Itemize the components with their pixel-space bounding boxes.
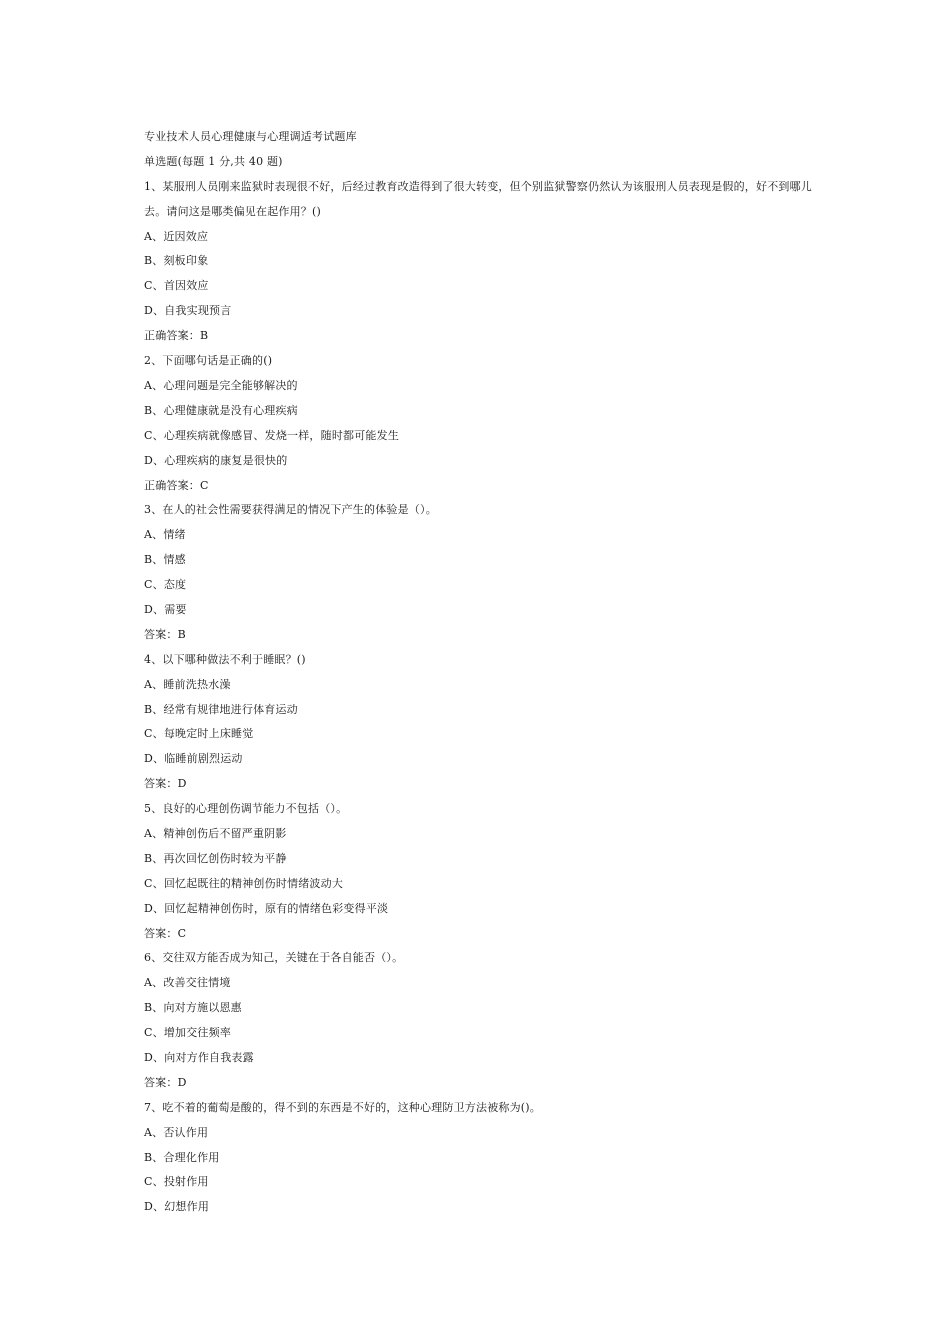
question-1	[144, 175, 824, 349]
question-stem: 4、以下哪种做法不利于睡眠？()	[144, 652, 306, 666]
question-stem: 7、吃不着的葡萄是酸的，得不到的东西是不好的，这种心理防卫方法被称为()。	[144, 1100, 541, 1114]
question-stem: 6、交往双方能否成为知己，关键在于各自能否（）。	[144, 951, 404, 965]
answer: 答案：C	[144, 926, 187, 940]
question-stem: 3、在人的社会性需要获得满足的情况下产生的体验是（）。	[144, 503, 437, 517]
question-6	[144, 946, 824, 1095]
option-b: B、心理健康就是没有心理疾病	[144, 403, 298, 417]
question-stem: 2、下面哪句话是正确的()	[144, 354, 273, 368]
option-c: C、每晚定时上床睡觉	[144, 727, 254, 741]
answer: 正确答案：C	[144, 478, 209, 492]
option-d: D、幻想作用	[144, 1200, 210, 1214]
option-a: A、精神创伤后不留严重阴影	[144, 826, 287, 840]
option-b: B、再次回忆创伤时较为平静	[144, 851, 287, 865]
answer: 答案：D	[144, 1075, 187, 1089]
option-a: A、否认作用	[144, 1125, 209, 1139]
answer: 答案：D	[144, 777, 187, 791]
answer: 答案：B	[144, 627, 186, 641]
option-d: D、向对方作自我表露	[144, 1050, 254, 1064]
option-c: C、回忆起既往的精神创伤时情绪波动大	[144, 876, 344, 890]
option-b: B、情感	[144, 553, 186, 567]
option-c: C、投射作用	[144, 1175, 209, 1189]
question-stem: 5、良好的心理创伤调节能力不包括（）。	[144, 802, 348, 816]
section-heading: 单选题(每题 1 分,共 40 题)	[144, 154, 283, 168]
option-d: D、回忆起精神创伤时，原有的情绪色彩变得平淡	[144, 901, 389, 915]
question-7	[144, 1096, 824, 1220]
question-5	[144, 797, 824, 946]
option-b: B、向对方施以恩惠	[144, 1001, 242, 1015]
answer: 正确答案：B	[144, 329, 209, 343]
option-c: C、首因效应	[144, 279, 209, 293]
question-2	[144, 349, 824, 498]
option-a: A、心理问题是完全能够解决的	[144, 378, 298, 392]
question-3	[144, 498, 824, 647]
question-stem: 1、某服刑人员刚来监狱时表现很不好，后经过教育改造得到了很大转变，但个别监狱警察仍然认为该服刑人员表现是假的，好不到哪儿去。请问这是哪类偏见在起作用？()	[144, 179, 812, 218]
option-d: D、需要	[144, 602, 187, 616]
option-b: B、合理化作用	[144, 1150, 220, 1164]
option-d: D、心理疾病的康复是很快的	[144, 453, 288, 467]
option-d: D、临睡前剧烈运动	[144, 752, 243, 766]
option-c: C、态度	[144, 578, 187, 592]
option-d: D、自我实现预言	[144, 304, 232, 318]
option-a: A、改善交往情境	[144, 976, 231, 990]
option-a: A、情绪	[144, 528, 186, 542]
document-title: 专业技术人员心理健康与心理调适考试题库	[144, 130, 357, 143]
option-b: B、刻板印象	[144, 254, 209, 268]
question-4	[144, 648, 824, 797]
option-a: A、近因效应	[144, 229, 209, 243]
option-c: C、增加交往频率	[144, 1026, 232, 1040]
option-b: B、经常有规律地进行体育运动	[144, 702, 298, 716]
option-a: A、睡前洗热水澡	[144, 677, 231, 691]
document-content	[144, 125, 824, 1220]
option-c: C、心理疾病就像感冒、发烧一样，随时都可能发生	[144, 428, 400, 442]
